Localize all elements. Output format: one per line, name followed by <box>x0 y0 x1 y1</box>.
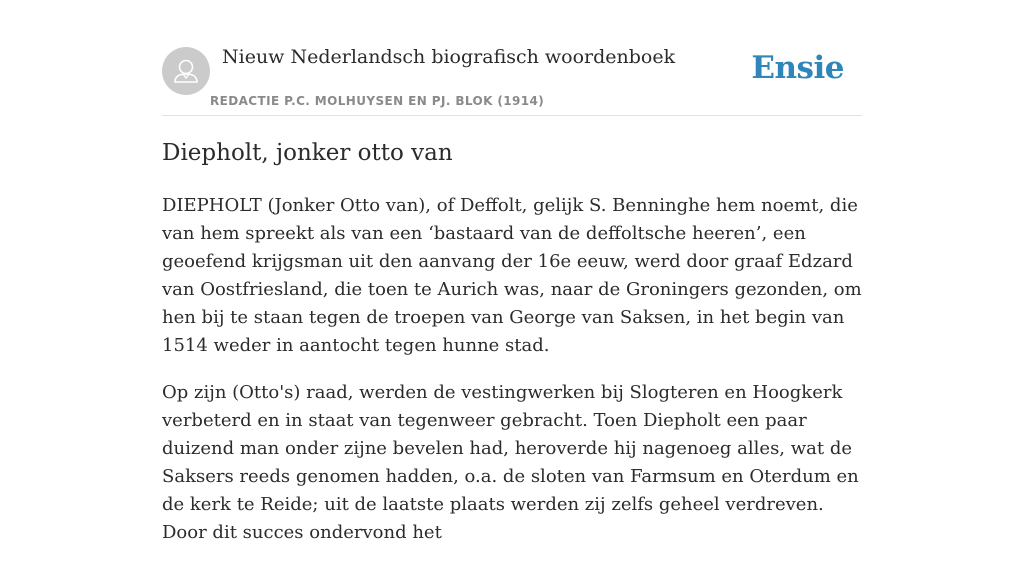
user-placeholder-icon <box>162 47 210 95</box>
source-subtitle: REDACTIE P.C. MOLHUYSEN EN PJ. BLOK (1914) <box>210 94 545 108</box>
article-body <box>162 192 862 566</box>
entry-title: Diepholt, jonker otto van <box>162 140 453 166</box>
source-title[interactable]: Nieuw Nederlandsch biografisch woordenboek <box>222 46 676 68</box>
source-header <box>162 40 862 116</box>
article-paragraph: DIEPHOLT (Jonker Otto van), of Deffolt, gelijk S. Benninghe hem noemt, die van hem spreekt als van een ‘bastaard van de deffoltsche heeren’, een geoefend krijgsman uit den aanvang der 16e eeuw, werd door graaf Edzard van Oostfriesland, die toen te Aurich was, naar de Groningers gezonden, om hen bij te staan tegen de troepen van George van Saksen, in het begin van 1514 weder in aantocht tegen hunne stad. <box>162 195 862 356</box>
article-paragraph: Op zijn (Otto's) raad, werden de vestingwerken bij Slogteren en Hoogkerk verbeterd en in staat van tegenweer gebracht. Toen Diepholt een paar duizend man onder zijne bevelen had, heroverde hij nagenoeg alles, wat de Saksers reeds genomen hadden, o.a. de sloten van Farmsum en Oterdum en de kerk te Reide; uit de laatste plaats werden zij zelfs geheel verdreven. Door dit succes ondervond het <box>162 382 859 543</box>
brand-logo[interactable]: Ensie <box>751 50 844 86</box>
